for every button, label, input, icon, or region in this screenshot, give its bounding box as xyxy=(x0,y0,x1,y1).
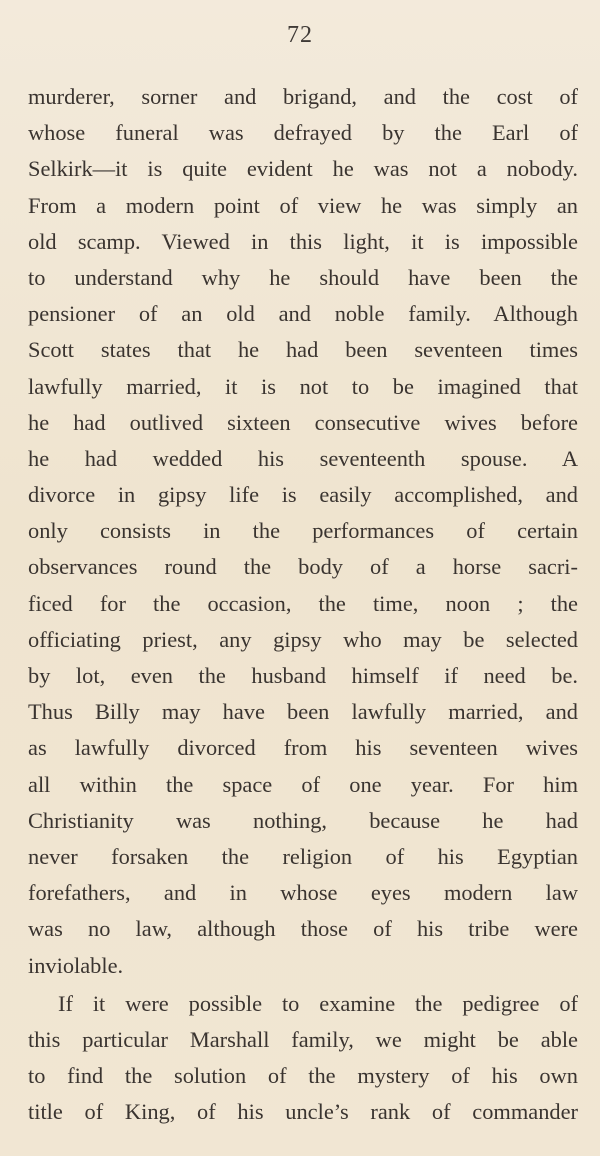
text-line: by lot, even the husband himself if need be. xyxy=(28,663,578,688)
text-line: all within the space of one year. For him xyxy=(28,771,578,797)
text-line: murderer, sorner and brigand, and the cost of xyxy=(28,84,578,109)
text-line: to understand why he should have been the xyxy=(28,264,578,290)
text-line: as lawfully divorced from his seventeen wives xyxy=(28,735,578,761)
text-line: old scamp. Viewed in this light, it is impossible xyxy=(28,228,578,254)
text-line: If it were possible to examine the pedigree of xyxy=(58,990,578,1016)
text-line: Scott states that he had been seventeen times xyxy=(28,337,578,363)
text-line: divorce in gipsy life is easily accomplished, and xyxy=(28,482,578,508)
text-line: Thus Billy may have been lawfully married, and xyxy=(28,699,578,725)
text-line: to find the solution of the mystery of his own xyxy=(28,1063,578,1089)
paragraph-2 xyxy=(28,986,578,1131)
text-line: whose funeral was defrayed by the Earl of xyxy=(28,120,578,146)
text-line: this particular Marshall family, we might be able xyxy=(28,1026,578,1052)
text-line: title of King, of his uncle’s rank of commander xyxy=(28,1099,578,1125)
text-line: ficed for the occasion, the time, noon ; the xyxy=(28,590,578,616)
text-line: never forsaken the religion of his Egyptian xyxy=(28,843,578,869)
text-line: only consists in the performances of certain xyxy=(28,518,578,544)
page-number: 72 xyxy=(287,22,313,48)
text-line: From a modern point of view he was simply an xyxy=(28,192,578,218)
text-line: he had outlived sixteen consecutive wives before xyxy=(28,409,578,435)
text-line: forefathers, and in whose eyes modern law xyxy=(28,880,578,906)
text-line: Selkirk—it is quite evident he was not a nobody. xyxy=(28,156,578,182)
body-text xyxy=(28,79,578,1130)
paragraph-1 xyxy=(28,79,578,984)
text-line: observances round the body of a horse sacri- xyxy=(28,554,578,580)
text-line: Christianity was nothing, because he had xyxy=(28,807,578,833)
text-line: lawfully married, it is not to be imagined that xyxy=(28,373,578,399)
text-line: he had wedded his seventeenth spouse. A xyxy=(28,445,578,471)
text-line: officiating priest, any gipsy who may be selected xyxy=(28,626,578,652)
text-line: pensioner of an old and noble family. Although xyxy=(28,301,578,327)
text-line: inviolable. xyxy=(28,952,124,978)
text-line: was no law, although those of his tribe were xyxy=(28,916,578,942)
